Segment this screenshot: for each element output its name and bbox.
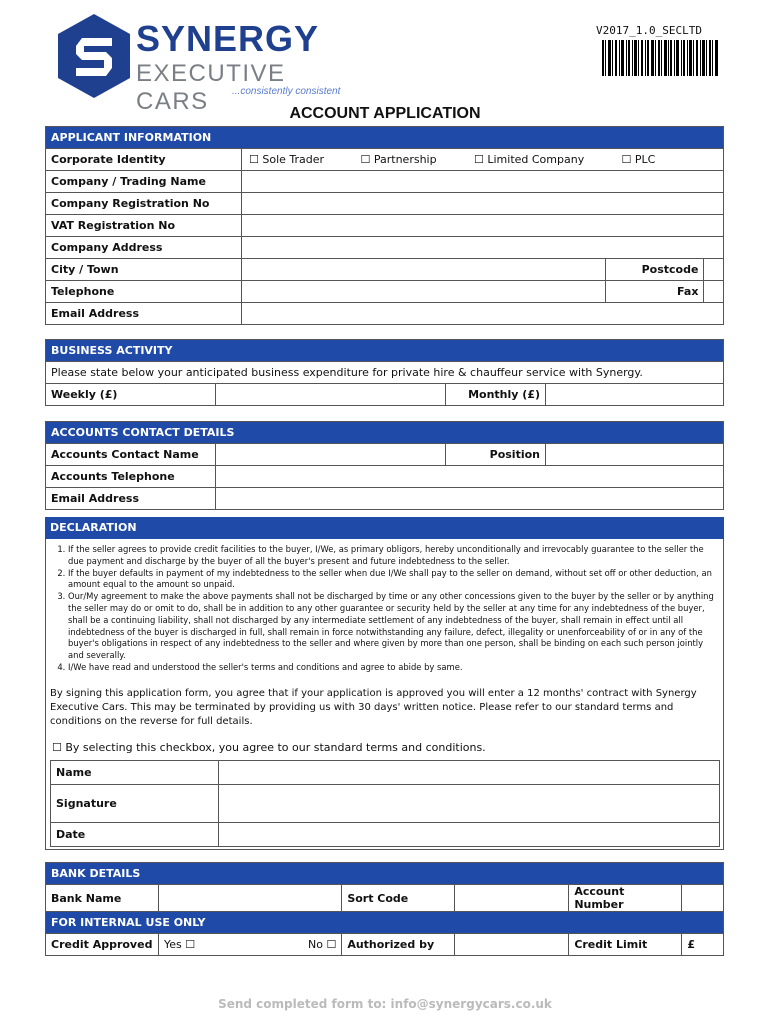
weekly-label: Weekly (£) xyxy=(46,384,216,406)
postcode-input[interactable] xyxy=(704,259,724,281)
barcode-icon xyxy=(602,40,718,76)
email-input[interactable] xyxy=(242,303,724,325)
terms-checkbox[interactable]: ☐ By selecting this checkbox, you agree to our standard terms and conditions. xyxy=(52,741,486,754)
email-label: Email Address xyxy=(46,303,242,325)
accounts-telephone-input[interactable] xyxy=(216,466,724,488)
declaration-item: 1. If the seller agrees to provide credit facilities to the buyer, I/We, as primary obligors, hereby unconditionally and irrevocably guarantee to the seller the due payment and discharge by the buyer of all the buyer's present and future indebtedness to the seller. xyxy=(68,544,720,568)
company-reg-input[interactable] xyxy=(242,193,724,215)
page-title: ACCOUNT APPLICATION xyxy=(289,105,481,122)
accounts-heading: ACCOUNTS CONTACT DETAILS xyxy=(46,422,724,444)
fax-label: Fax xyxy=(606,281,704,303)
applicant-table xyxy=(45,126,724,325)
business-table xyxy=(45,339,724,406)
city-label: City / Town xyxy=(46,259,242,281)
partnership-checkbox[interactable]: ☐ Partnership xyxy=(360,153,437,166)
plc-checkbox[interactable]: ☐ PLC xyxy=(621,153,656,166)
monthly-label: Monthly (£) xyxy=(446,384,546,406)
authorized-by-input[interactable] xyxy=(455,934,569,956)
bank-table xyxy=(45,862,724,956)
limited-company-checkbox[interactable]: ☐ Limited Company xyxy=(474,153,585,166)
date-label: Date xyxy=(51,823,219,847)
sort-code-input[interactable] xyxy=(455,885,569,912)
fax-input[interactable] xyxy=(704,281,724,303)
sole-trader-checkbox[interactable]: ☐ Sole Trader xyxy=(249,153,325,166)
business-heading: BUSINESS ACTIVITY xyxy=(46,340,724,362)
position-input[interactable] xyxy=(546,444,724,466)
company-name-label: Company / Trading Name xyxy=(46,171,242,193)
name-label: Name xyxy=(51,761,219,785)
company-address-input[interactable] xyxy=(242,237,724,259)
brand-tagline: ...consistently consistent xyxy=(232,86,341,97)
accounts-table xyxy=(45,421,724,510)
accounts-name-input[interactable] xyxy=(216,444,446,466)
vat-reg-label: VAT Registration No xyxy=(46,215,242,237)
monthly-input[interactable] xyxy=(546,384,724,406)
company-address-label: Company Address xyxy=(46,237,242,259)
yes-checkbox[interactable]: Yes ☐ xyxy=(159,934,215,956)
bank-heading: BANK DETAILS xyxy=(46,863,724,885)
signature-label: Signature xyxy=(51,785,219,823)
account-number-input[interactable] xyxy=(682,885,724,912)
signature-input[interactable] xyxy=(219,785,720,823)
telephone-input[interactable] xyxy=(242,281,606,303)
company-reg-label: Company Registration No xyxy=(46,193,242,215)
postcode-label: Postcode xyxy=(606,259,704,281)
business-instruction: Please state below your anticipated business expenditure for private hire & chauffeur service with Synergy. xyxy=(46,362,724,384)
version-code: V2017_1.0_SECLTD xyxy=(596,24,702,37)
accounts-email-label: Email Address xyxy=(46,488,216,510)
footer-contact: Send completed form to: info@synergycars.co.uk xyxy=(218,997,552,1011)
telephone-label: Telephone xyxy=(46,281,242,303)
authorized-by-label: Authorized by xyxy=(342,934,455,956)
corporate-identity-label: Corporate Identity xyxy=(46,149,242,171)
declaration-item: 2. If the buyer defaults in payment of my indebtedness to the seller when due I/We shall pay to the seller on demand, without set off or other deduction, an amount equal to the amount so unpaid. xyxy=(68,568,720,592)
weekly-input[interactable] xyxy=(216,384,446,406)
synergy-logo-icon xyxy=(54,12,134,100)
declaration-item: 4. I/We have read and understood the seller's terms and conditions and agree to abide by same. xyxy=(68,662,720,674)
applicant-heading: APPLICANT INFORMATION xyxy=(46,127,724,149)
brand-subtitle: EXECUTIVE CARS xyxy=(136,60,286,115)
accounts-telephone-label: Accounts Telephone xyxy=(46,466,216,488)
brand-name: SYNERGY xyxy=(136,18,320,59)
signature-table xyxy=(50,760,720,847)
name-input[interactable] xyxy=(219,761,720,785)
bank-name-input[interactable] xyxy=(159,885,342,912)
city-input[interactable] xyxy=(242,259,606,281)
sort-code-label: Sort Code xyxy=(342,885,455,912)
accounts-name-label: Accounts Contact Name xyxy=(46,444,216,466)
account-number-label: Account Number xyxy=(569,885,682,912)
declaration-heading: DECLARATION xyxy=(45,517,724,539)
credit-limit-input[interactable]: £ xyxy=(682,934,724,956)
vat-reg-input[interactable] xyxy=(242,215,724,237)
position-label: Position xyxy=(446,444,546,466)
accounts-email-input[interactable] xyxy=(216,488,724,510)
date-input[interactable] xyxy=(219,823,720,847)
internal-heading: FOR INTERNAL USE ONLY xyxy=(46,912,724,934)
no-checkbox[interactable]: No ☐ xyxy=(215,934,342,956)
credit-approved-label: Credit Approved xyxy=(46,934,159,956)
declaration-list xyxy=(50,544,720,674)
company-logo xyxy=(54,12,364,115)
credit-limit-label: Credit Limit xyxy=(569,934,682,956)
declaration-item: 3. Our/My agreement to make the above payments shall not be discharged by time or any other concessions given to the buyer by the seller or by anything the seller may do or omit to do, shall be in addition to any other guarantee or security held by the seller at any time for any indebtedness of the buyer, shall be a continuing liability, shall not discharged by any intermediate settlement of any indebtedness of the buyer, shall remain in effect until all indebtedness of the buyer is discharged in full, shall remain in force notwithstanding any failure, defect, illegality or unenforceability of or in any of the buyer's obligations in respect of any indebtedness to the seller and where given by more than one person, shall be binding on each such person jointly and severally. xyxy=(68,591,720,662)
bank-name-label: Bank Name xyxy=(46,885,159,912)
company-name-input[interactable] xyxy=(242,171,724,193)
contract-paragraph: By signing this application form, you agree that if your application is approved you will enter a 12 months' contract with Synergy Executive Cars. This may be terminated by providing us with 30 days' written notice. Please refer to our standard terms and conditions on the reverse for full details. xyxy=(50,688,697,727)
